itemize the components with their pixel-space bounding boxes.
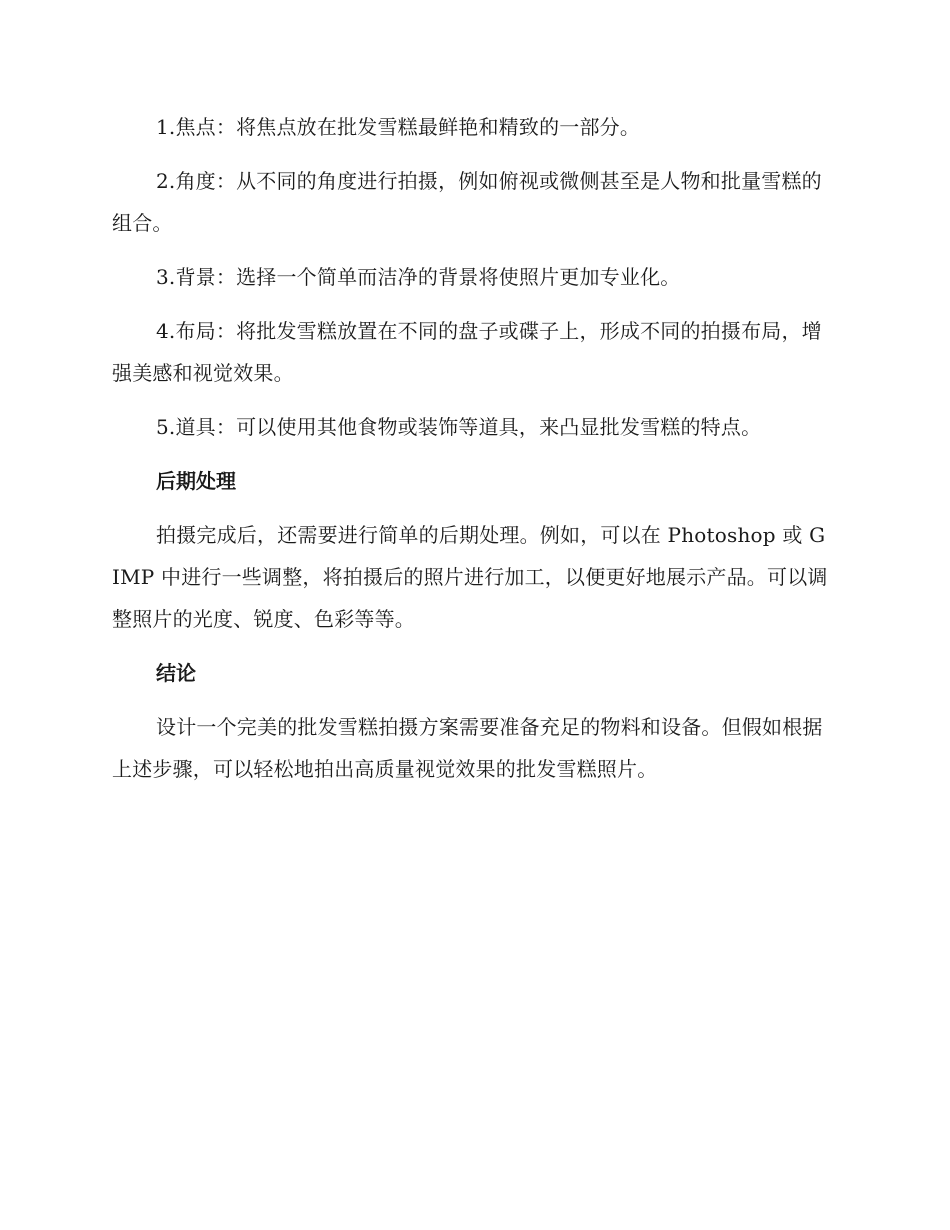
paragraph-background: 3.背景：选择一个简单而洁净的背景将使照片更加专业化。 (156, 265, 681, 289)
document-page (112, 106, 830, 790)
paragraph-focus: 1.焦点：将焦点放在批发雪糕最鲜艳和精致的一部分。 (156, 115, 641, 139)
paragraph-conclusion: 设计一个完美的批发雪糕拍摄方案需要准备充足的物料和设备。但假如根据上述步骤，可以轻松地拍出高质量视觉效果的批发雪糕照片。 (112, 715, 823, 781)
paragraph-props: 5.道具：可以使用其他食物或装饰等道具，来凸显批发雪糕的特点。 (156, 415, 762, 439)
paragraph-angle: 2.角度：从不同的角度进行拍摄，例如俯视或微侧甚至是人物和批量雪糕的组合。 (112, 169, 822, 235)
paragraph-layout: 4.布局：将批发雪糕放置在不同的盘子或碟子上，形成不同的拍摄布局，增强美感和视觉效果。 (112, 319, 822, 385)
heading-conclusion: 结论 (156, 661, 196, 685)
heading-post-processing: 后期处理 (156, 469, 236, 493)
paragraph-post-processing: 拍摄完成后，还需要进行简单的后期处理。例如，可以在 Photoshop 或 GIMP 中进行一些调整，将拍摄后的照片进行加工，以便更好地展示产品。可以调整照片的光度、锐度、色彩等等。 (112, 523, 828, 631)
